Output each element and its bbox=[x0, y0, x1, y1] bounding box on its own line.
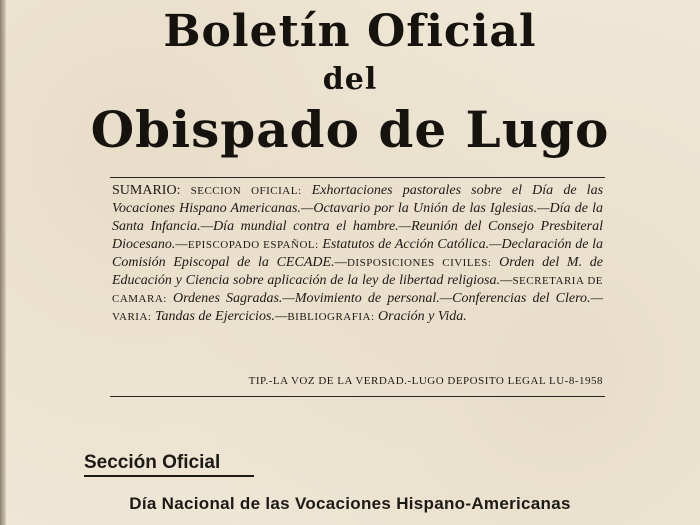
section-heading-underline bbox=[84, 475, 254, 477]
top-rule bbox=[110, 177, 605, 178]
summary-label: SUMARIO: bbox=[112, 183, 181, 198]
summary-section-civiles-text: Orden del M. de Educación y Ciencia sobre aplicación de la ley de libertad religiosa.— bbox=[112, 255, 603, 288]
summary-section-civiles: DISPOSICIONES CIVILES: bbox=[346, 257, 492, 269]
masthead-subtitle: Obispado de Lugo bbox=[90, 100, 610, 159]
printer-imprint: TIP.-LA VOZ DE LA VERDAD.-LUGO DEPOSITO LEGAL LU-8-1958 bbox=[248, 375, 603, 387]
summary-block bbox=[112, 182, 603, 326]
bottom-rule bbox=[110, 396, 605, 397]
masthead-connector: del bbox=[322, 62, 378, 97]
summary-section-camara-text: Ordenes Sagradas.—Movimiento de personal.—Conferencias del Clero.— bbox=[172, 291, 603, 306]
summary-section-varia: VARIA: bbox=[112, 311, 152, 323]
summary-section-bibliografia-text: Oración y Vida. bbox=[378, 309, 467, 324]
summary-section-camara: SECRETARIA DE CAMARA: bbox=[112, 275, 603, 305]
summary-section-official: SECCION OFICIAL: bbox=[190, 185, 302, 197]
section-heading: Sección Oficial bbox=[84, 452, 221, 473]
summary-section-episcopado: EPISCOPADO ESPAÑOL: bbox=[187, 239, 319, 251]
summary-section-bibliografia: BIBLIOGRAFIA: bbox=[287, 311, 375, 323]
summary-section-official-text: Exhortaciones pastorales sobre el Día de las Vocaciones Hispano Americanas.—Octavario por la Unión de las Iglesias.—Día de la Santa Infancia.—Día mundial contra el hambre.—Reunión del Consejo Presbiteral Diocesano.— bbox=[112, 183, 604, 252]
masthead-title: Boletín Oficial bbox=[163, 6, 537, 57]
summary-section-varia-text: Tandas de Ejercicios.— bbox=[154, 309, 288, 324]
article-title: Día Nacional de las Vocaciones Hispano-Americanas bbox=[129, 494, 571, 513]
summary-section-episcopado-text: Estatutos de Acción Católica.—Declaración de la Comisión Episcopal de la CECADE.— bbox=[112, 237, 604, 270]
